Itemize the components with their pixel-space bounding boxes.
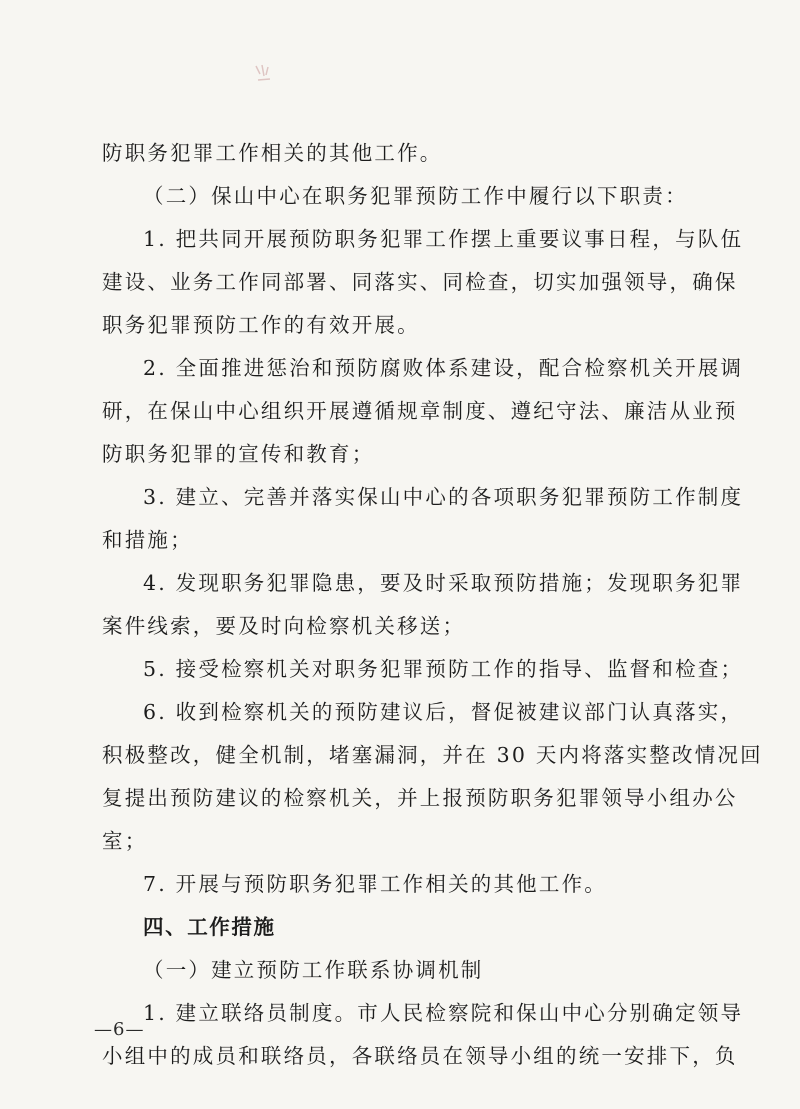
body-line-17: 室；	[102, 829, 148, 853]
body-line-9: 3. 建立、完善并落实保山中心的各项职务犯罪预防工作制度	[143, 485, 744, 509]
body-line-6: 2. 全面推进惩治和预防腐败体系建设，配合检察机关开展调	[143, 356, 744, 380]
body-line-22: 小组中的成员和联络员，各联络员在领导小组的统一安排下，负	[102, 1044, 738, 1068]
body-line-7: 研，在保山中心组织开展遵循规章制度、遵纪守法、廉洁从业预	[102, 399, 738, 423]
body-line-13: 5. 接受检察机关对职务犯罪预防工作的指导、监督和检查；	[143, 657, 744, 681]
body-line-2: （二）保山中心在职务犯罪预防工作中履行以下职责：	[143, 184, 688, 208]
body-line-10: 和措施；	[102, 528, 193, 552]
body-line-14: 6. 收到检察机关的预防建议后，督促被建议部门认真落实，	[143, 700, 744, 724]
page-number: —6—	[94, 1019, 145, 1040]
body-line-15: 积极整改，健全机制，堵塞漏洞，并在 30 天内将落实整改情况回	[102, 743, 763, 767]
body-line-1: 防职务犯罪工作相关的其他工作。	[102, 141, 443, 165]
body-line-21: 1. 建立联络员制度。市人民检察院和保山中心分别确定领导	[143, 1001, 744, 1025]
body-line-18: 7. 开展与预防职务犯罪工作相关的其他工作。	[143, 872, 607, 896]
stamp-mark-icon	[252, 62, 276, 86]
body-line-12: 案件线索，要及时向检察机关移送；	[102, 614, 466, 638]
body-line-3: 1. 把共同开展预防职务犯罪工作摆上重要议事日程，与队伍	[143, 227, 744, 251]
body-line-4: 建设、业务工作同部署、同落实、同检查，切实加强领导，确保	[102, 270, 738, 294]
body-line-5: 职务犯罪预防工作的有效开展。	[102, 313, 420, 337]
body-line-16: 复提出预防建议的检察机关，并上报预防职务犯罪领导小组办公	[102, 786, 738, 810]
section-heading: 四、工作措施	[143, 915, 276, 939]
body-line-11: 4. 发现职务犯罪隐患，要及时采取预防措施；发现职务犯罪	[143, 571, 744, 595]
body-line-8: 防职务犯罪的宣传和教育；	[102, 442, 375, 466]
subheading: （一）建立预防工作联系协调机制	[143, 958, 484, 982]
